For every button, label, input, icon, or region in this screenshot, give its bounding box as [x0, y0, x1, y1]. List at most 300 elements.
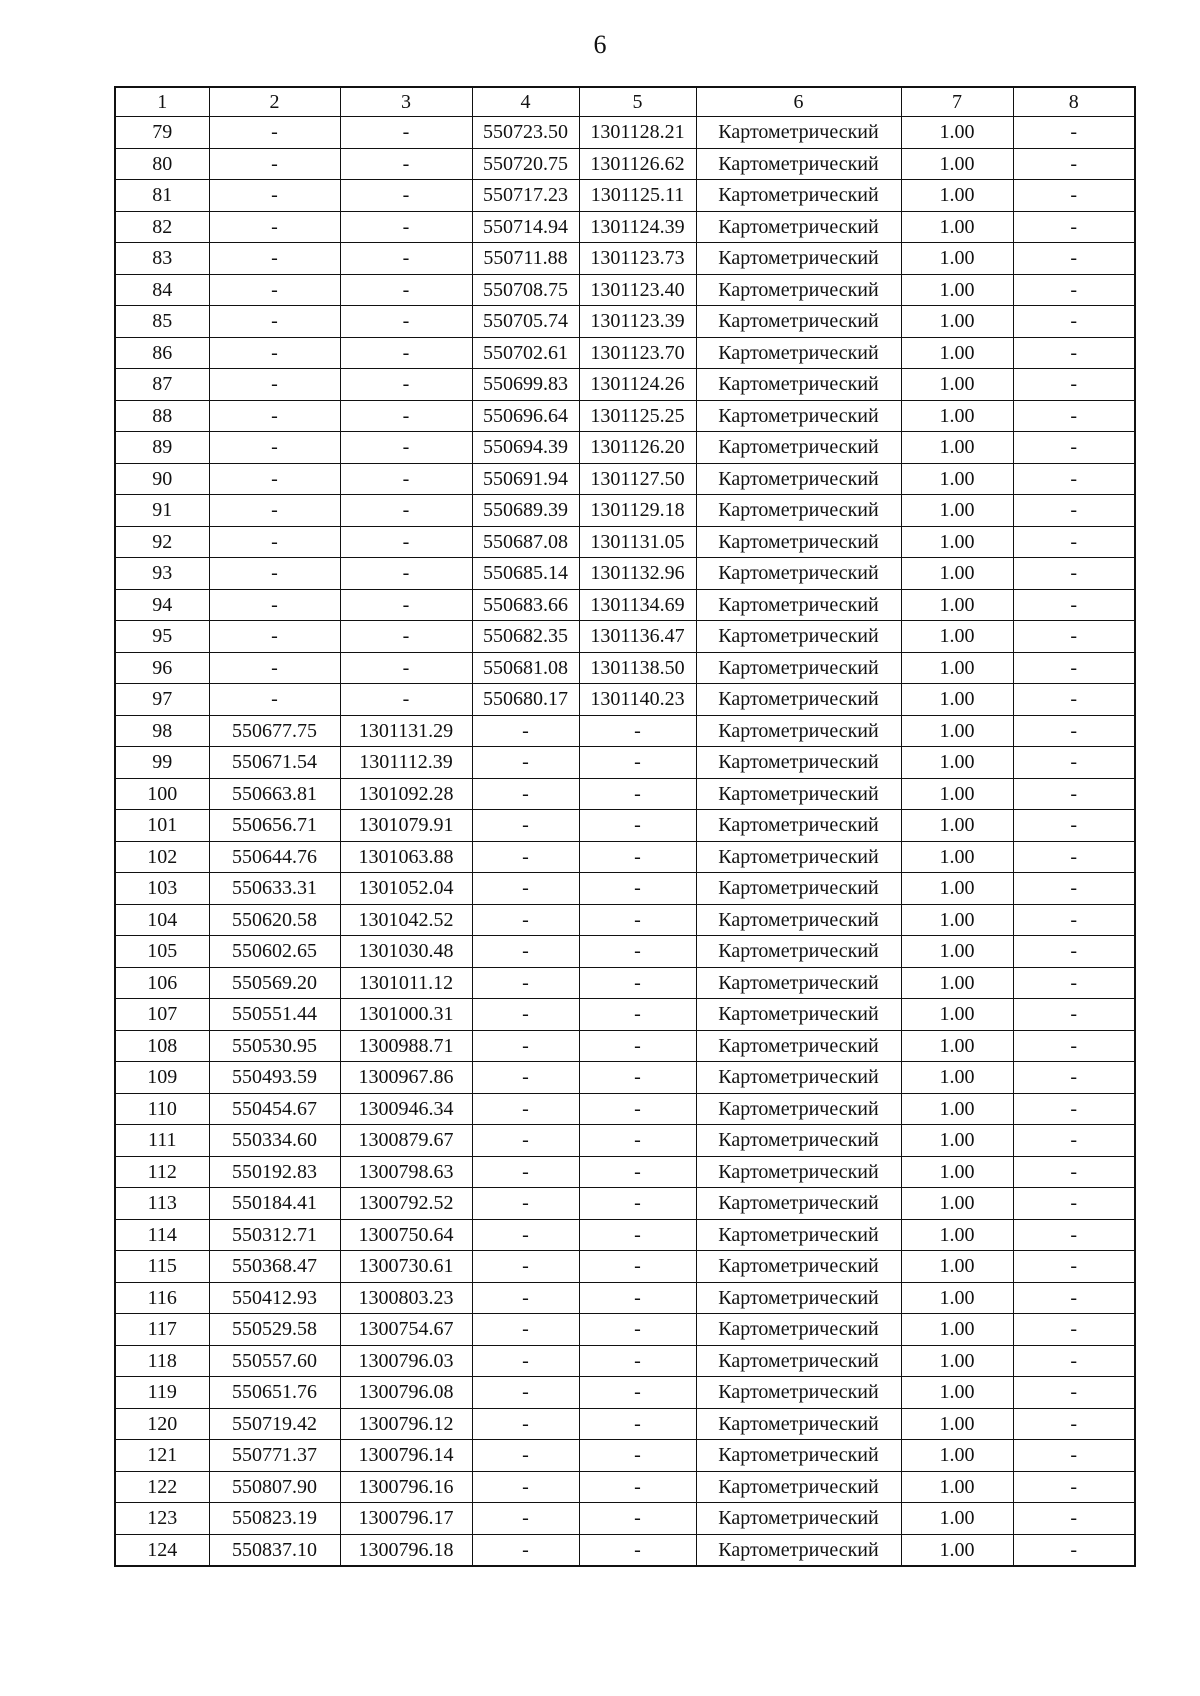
cell-x-new: -: [472, 999, 579, 1031]
table-row: [115, 1377, 1135, 1409]
column-header-3: 3: [340, 87, 472, 117]
cell-y-new: -: [579, 1093, 696, 1125]
cell-accuracy: 1.00: [901, 117, 1013, 149]
table-row: [115, 589, 1135, 621]
cell-x-existing: 550677.75: [209, 715, 340, 747]
cell-x-new: -: [472, 715, 579, 747]
cell-x-new: 550696.64: [472, 400, 579, 432]
cell-description: -: [1013, 1188, 1135, 1220]
table-row: [115, 1471, 1135, 1503]
table-row: [115, 747, 1135, 779]
cell-y-new: -: [579, 1251, 696, 1283]
cell-method: Картометрический: [696, 117, 901, 149]
cell-point-number: 97: [115, 684, 209, 716]
table-row: [115, 495, 1135, 527]
cell-method: Картометрический: [696, 810, 901, 842]
cell-accuracy: 1.00: [901, 967, 1013, 999]
cell-y-existing: -: [340, 684, 472, 716]
cell-x-new: 550723.50: [472, 117, 579, 149]
cell-y-existing: 1300754.67: [340, 1314, 472, 1346]
cell-description: -: [1013, 463, 1135, 495]
cell-description: -: [1013, 1062, 1135, 1094]
cell-x-existing: 550569.20: [209, 967, 340, 999]
table-row: [115, 1030, 1135, 1062]
cell-x-new: -: [472, 1251, 579, 1283]
cell-x-new: 550694.39: [472, 432, 579, 464]
cell-x-existing: 550771.37: [209, 1440, 340, 1472]
table-row: [115, 1314, 1135, 1346]
cell-y-new: -: [579, 1282, 696, 1314]
cell-point-number: 81: [115, 180, 209, 212]
cell-method: Картометрический: [696, 904, 901, 936]
cell-y-new: 1301140.23: [579, 684, 696, 716]
cell-method: Картометрический: [696, 1471, 901, 1503]
cell-description: -: [1013, 684, 1135, 716]
cell-x-new: 550717.23: [472, 180, 579, 212]
cell-point-number: 86: [115, 337, 209, 369]
table-row: [115, 778, 1135, 810]
table-row: [115, 337, 1135, 369]
cell-y-new: -: [579, 841, 696, 873]
column-header-7: 7: [901, 87, 1013, 117]
cell-y-new: -: [579, 1471, 696, 1503]
cell-x-new: -: [472, 873, 579, 905]
cell-y-new: 1301125.11: [579, 180, 696, 212]
cell-description: -: [1013, 652, 1135, 684]
cell-accuracy: 1.00: [901, 148, 1013, 180]
cell-method: Картометрический: [696, 558, 901, 590]
cell-x-existing: -: [209, 463, 340, 495]
column-header-8: 8: [1013, 87, 1135, 117]
cell-x-new: -: [472, 1377, 579, 1409]
cell-y-existing: -: [340, 526, 472, 558]
cell-point-number: 124: [115, 1534, 209, 1566]
cell-accuracy: 1.00: [901, 715, 1013, 747]
cell-x-existing: -: [209, 526, 340, 558]
cell-accuracy: 1.00: [901, 526, 1013, 558]
table-row: [115, 652, 1135, 684]
cell-accuracy: 1.00: [901, 1188, 1013, 1220]
cell-description: -: [1013, 1282, 1135, 1314]
cell-y-existing: 1300798.63: [340, 1156, 472, 1188]
cell-accuracy: 1.00: [901, 684, 1013, 716]
cell-x-existing: 550334.60: [209, 1125, 340, 1157]
cell-method: Картометрический: [696, 1188, 901, 1220]
cell-point-number: 110: [115, 1093, 209, 1125]
cell-y-existing: -: [340, 589, 472, 621]
cell-method: Картометрический: [696, 463, 901, 495]
cell-x-existing: -: [209, 180, 340, 212]
cell-description: -: [1013, 1534, 1135, 1566]
cell-accuracy: 1.00: [901, 1219, 1013, 1251]
table-row: [115, 180, 1135, 212]
table-row: [115, 558, 1135, 590]
cell-y-new: 1301126.62: [579, 148, 696, 180]
table-row: [115, 117, 1135, 149]
cell-description: -: [1013, 747, 1135, 779]
cell-x-new: 550720.75: [472, 148, 579, 180]
cell-point-number: 107: [115, 999, 209, 1031]
cell-y-existing: -: [340, 558, 472, 590]
table-row: [115, 967, 1135, 999]
cell-point-number: 102: [115, 841, 209, 873]
cell-x-existing: 550620.58: [209, 904, 340, 936]
cell-point-number: 103: [115, 873, 209, 905]
cell-y-existing: -: [340, 369, 472, 401]
table-row: [115, 400, 1135, 432]
cell-description: -: [1013, 243, 1135, 275]
table-row: [115, 1408, 1135, 1440]
cell-y-existing: -: [340, 148, 472, 180]
cell-point-number: 105: [115, 936, 209, 968]
cell-description: -: [1013, 1219, 1135, 1251]
cell-x-new: 550681.08: [472, 652, 579, 684]
cell-accuracy: 1.00: [901, 463, 1013, 495]
cell-accuracy: 1.00: [901, 747, 1013, 779]
cell-method: Картометрический: [696, 337, 901, 369]
cell-y-new: 1301124.26: [579, 369, 696, 401]
table-row: [115, 904, 1135, 936]
cell-y-existing: 1300796.17: [340, 1503, 472, 1535]
table-row: [115, 1345, 1135, 1377]
cell-x-new: -: [472, 1219, 579, 1251]
cell-accuracy: 1.00: [901, 1314, 1013, 1346]
table-row: [115, 1282, 1135, 1314]
cell-x-existing: 550551.44: [209, 999, 340, 1031]
cell-point-number: 84: [115, 274, 209, 306]
cell-x-existing: 550312.71: [209, 1219, 340, 1251]
cell-x-existing: 550529.58: [209, 1314, 340, 1346]
cell-x-existing: -: [209, 337, 340, 369]
cell-y-existing: 1300796.14: [340, 1440, 472, 1472]
cell-y-existing: 1300879.67: [340, 1125, 472, 1157]
cell-method: Картометрический: [696, 589, 901, 621]
cell-description: -: [1013, 1377, 1135, 1409]
cell-x-new: -: [472, 1440, 579, 1472]
cell-x-existing: 550663.81: [209, 778, 340, 810]
cell-y-existing: 1300792.52: [340, 1188, 472, 1220]
cell-point-number: 94: [115, 589, 209, 621]
cell-x-new: 550699.83: [472, 369, 579, 401]
cell-x-new: -: [472, 810, 579, 842]
cell-x-new: -: [472, 1125, 579, 1157]
cell-accuracy: 1.00: [901, 1156, 1013, 1188]
cell-x-existing: 550602.65: [209, 936, 340, 968]
cell-method: Картометрический: [696, 1156, 901, 1188]
cell-description: -: [1013, 967, 1135, 999]
cell-y-new: -: [579, 1156, 696, 1188]
cell-accuracy: 1.00: [901, 1534, 1013, 1566]
cell-accuracy: 1.00: [901, 1440, 1013, 1472]
cell-x-new: 550691.94: [472, 463, 579, 495]
cell-x-existing: 550807.90: [209, 1471, 340, 1503]
table-row: [115, 684, 1135, 716]
page-number: 6: [593, 30, 607, 59]
cell-point-number: 101: [115, 810, 209, 842]
cell-method: Картометрический: [696, 148, 901, 180]
table-row: [115, 1219, 1135, 1251]
cell-y-existing: 1300796.08: [340, 1377, 472, 1409]
cell-accuracy: 1.00: [901, 243, 1013, 275]
table-row: [115, 211, 1135, 243]
cell-point-number: 122: [115, 1471, 209, 1503]
cell-accuracy: 1.00: [901, 369, 1013, 401]
cell-y-existing: -: [340, 274, 472, 306]
cell-description: -: [1013, 904, 1135, 936]
cell-point-number: 113: [115, 1188, 209, 1220]
cell-y-new: 1301134.69: [579, 589, 696, 621]
cell-x-existing: -: [209, 684, 340, 716]
cell-y-existing: 1301042.52: [340, 904, 472, 936]
cell-accuracy: 1.00: [901, 1062, 1013, 1094]
cell-description: -: [1013, 337, 1135, 369]
cell-x-existing: -: [209, 117, 340, 149]
cell-x-existing: -: [209, 400, 340, 432]
cell-y-existing: 1301000.31: [340, 999, 472, 1031]
cell-description: -: [1013, 400, 1135, 432]
cell-x-existing: -: [209, 306, 340, 338]
table-row: [115, 526, 1135, 558]
cell-x-new: 550689.39: [472, 495, 579, 527]
cell-description: -: [1013, 1440, 1135, 1472]
cell-point-number: 108: [115, 1030, 209, 1062]
cell-accuracy: 1.00: [901, 1408, 1013, 1440]
cell-description: -: [1013, 495, 1135, 527]
cell-x-existing: 550412.93: [209, 1282, 340, 1314]
cell-point-number: 100: [115, 778, 209, 810]
cell-point-number: 117: [115, 1314, 209, 1346]
cell-y-new: -: [579, 1377, 696, 1409]
cell-description: -: [1013, 306, 1135, 338]
cell-y-new: -: [579, 873, 696, 905]
cell-y-new: -: [579, 778, 696, 810]
table-row: [115, 873, 1135, 905]
cell-x-existing: 550493.59: [209, 1062, 340, 1094]
column-header-2: 2: [209, 87, 340, 117]
cell-accuracy: 1.00: [901, 936, 1013, 968]
cell-accuracy: 1.00: [901, 1030, 1013, 1062]
cell-x-new: 550714.94: [472, 211, 579, 243]
cell-y-new: 1301123.39: [579, 306, 696, 338]
cell-description: -: [1013, 1030, 1135, 1062]
cell-y-new: -: [579, 1440, 696, 1472]
cell-accuracy: 1.00: [901, 999, 1013, 1031]
cell-y-existing: -: [340, 463, 472, 495]
cell-x-existing: -: [209, 621, 340, 653]
column-header-4: 4: [472, 87, 579, 117]
cell-x-existing: -: [209, 274, 340, 306]
cell-point-number: 116: [115, 1282, 209, 1314]
cell-point-number: 118: [115, 1345, 209, 1377]
cell-x-new: -: [472, 1534, 579, 1566]
cell-x-existing: 550454.67: [209, 1093, 340, 1125]
cell-description: -: [1013, 1093, 1135, 1125]
cell-y-existing: -: [340, 243, 472, 275]
cell-y-existing: -: [340, 306, 472, 338]
cell-y-new: 1301123.73: [579, 243, 696, 275]
cell-x-new: -: [472, 1093, 579, 1125]
cell-point-number: 80: [115, 148, 209, 180]
cell-description: -: [1013, 211, 1135, 243]
cell-accuracy: 1.00: [901, 180, 1013, 212]
cell-x-existing: 550530.95: [209, 1030, 340, 1062]
cell-y-existing: 1300946.34: [340, 1093, 472, 1125]
cell-accuracy: 1.00: [901, 1377, 1013, 1409]
cell-method: Картометрический: [696, 1314, 901, 1346]
cell-point-number: 98: [115, 715, 209, 747]
cell-description: -: [1013, 1125, 1135, 1157]
cell-point-number: 96: [115, 652, 209, 684]
table-body: [115, 117, 1135, 1567]
cell-x-new: 550702.61: [472, 337, 579, 369]
cell-x-existing: 550823.19: [209, 1503, 340, 1535]
cell-method: Картометрический: [696, 180, 901, 212]
cell-accuracy: 1.00: [901, 211, 1013, 243]
cell-y-existing: 1301112.39: [340, 747, 472, 779]
cell-y-new: -: [579, 810, 696, 842]
table-row: [115, 1440, 1135, 1472]
cell-y-new: -: [579, 1345, 696, 1377]
cell-description: -: [1013, 274, 1135, 306]
table-row: [115, 1062, 1135, 1094]
cell-x-existing: 550837.10: [209, 1534, 340, 1566]
cell-accuracy: 1.00: [901, 337, 1013, 369]
cell-description: -: [1013, 873, 1135, 905]
cell-y-existing: 1301052.04: [340, 873, 472, 905]
table-row: [115, 243, 1135, 275]
cell-method: Картометрический: [696, 1062, 901, 1094]
cell-method: Картометрический: [696, 243, 901, 275]
cell-point-number: 88: [115, 400, 209, 432]
cell-accuracy: 1.00: [901, 1125, 1013, 1157]
cell-description: -: [1013, 180, 1135, 212]
cell-y-existing: -: [340, 432, 472, 464]
cell-y-existing: 1301030.48: [340, 936, 472, 968]
cell-description: -: [1013, 778, 1135, 810]
cell-description: -: [1013, 117, 1135, 149]
cell-point-number: 99: [115, 747, 209, 779]
cell-accuracy: 1.00: [901, 589, 1013, 621]
column-header-5: 5: [579, 87, 696, 117]
cell-y-existing: 1301092.28: [340, 778, 472, 810]
cell-accuracy: 1.00: [901, 904, 1013, 936]
cell-x-existing: -: [209, 652, 340, 684]
cell-point-number: 109: [115, 1062, 209, 1094]
table-row: [115, 1503, 1135, 1535]
cell-method: Картометрический: [696, 1440, 901, 1472]
cell-x-new: 550687.08: [472, 526, 579, 558]
cell-x-new: -: [472, 936, 579, 968]
table-row: [115, 1125, 1135, 1157]
cell-y-existing: 1300803.23: [340, 1282, 472, 1314]
cell-accuracy: 1.00: [901, 778, 1013, 810]
cell-x-new: -: [472, 778, 579, 810]
cell-y-new: 1301131.05: [579, 526, 696, 558]
table-row: [115, 274, 1135, 306]
cell-method: Картометрический: [696, 1030, 901, 1062]
cell-x-new: -: [472, 1062, 579, 1094]
cell-point-number: 123: [115, 1503, 209, 1535]
cell-x-existing: -: [209, 148, 340, 180]
cell-point-number: 83: [115, 243, 209, 275]
cell-method: Картометрический: [696, 652, 901, 684]
cell-description: -: [1013, 1503, 1135, 1535]
cell-y-existing: 1300796.16: [340, 1471, 472, 1503]
cell-x-new: 550705.74: [472, 306, 579, 338]
cell-x-existing: 550633.31: [209, 873, 340, 905]
table-row: [115, 1093, 1135, 1125]
cell-y-new: -: [579, 1408, 696, 1440]
cell-description: -: [1013, 841, 1135, 873]
cell-method: Картометрический: [696, 495, 901, 527]
cell-method: Картометрический: [696, 274, 901, 306]
cell-description: -: [1013, 148, 1135, 180]
cell-accuracy: 1.00: [901, 400, 1013, 432]
cell-x-new: -: [472, 841, 579, 873]
cell-method: Картометрический: [696, 1282, 901, 1314]
cell-y-new: -: [579, 1219, 696, 1251]
cell-description: -: [1013, 1156, 1135, 1188]
cell-x-new: -: [472, 1282, 579, 1314]
cell-accuracy: 1.00: [901, 306, 1013, 338]
coordinates-table: [114, 86, 1136, 1567]
cell-y-new: -: [579, 904, 696, 936]
cell-point-number: 119: [115, 1377, 209, 1409]
cell-y-new: -: [579, 715, 696, 747]
cell-x-existing: 550656.71: [209, 810, 340, 842]
cell-x-existing: -: [209, 495, 340, 527]
cell-accuracy: 1.00: [901, 558, 1013, 590]
cell-point-number: 85: [115, 306, 209, 338]
cell-point-number: 112: [115, 1156, 209, 1188]
cell-x-new: -: [472, 1471, 579, 1503]
cell-method: Картометрический: [696, 1377, 901, 1409]
table-row: [115, 1251, 1135, 1283]
cell-y-new: 1301127.50: [579, 463, 696, 495]
cell-description: -: [1013, 999, 1135, 1031]
cell-method: Картометрический: [696, 1093, 901, 1125]
cell-point-number: 90: [115, 463, 209, 495]
cell-y-new: 1301123.70: [579, 337, 696, 369]
cell-x-existing: 550644.76: [209, 841, 340, 873]
cell-y-existing: 1300796.18: [340, 1534, 472, 1566]
cell-y-existing: -: [340, 117, 472, 149]
cell-y-new: -: [579, 936, 696, 968]
cell-method: Картометрический: [696, 999, 901, 1031]
cell-x-new: -: [472, 1503, 579, 1535]
cell-y-existing: 1300796.03: [340, 1345, 472, 1377]
cell-method: Картометрический: [696, 211, 901, 243]
cell-method: Картометрический: [696, 873, 901, 905]
cell-y-new: 1301123.40: [579, 274, 696, 306]
cell-y-existing: -: [340, 495, 472, 527]
cell-x-new: -: [472, 1408, 579, 1440]
cell-y-new: -: [579, 747, 696, 779]
cell-x-new: 550683.66: [472, 589, 579, 621]
cell-x-existing: 550671.54: [209, 747, 340, 779]
cell-x-existing: 550651.76: [209, 1377, 340, 1409]
cell-y-existing: 1301063.88: [340, 841, 472, 873]
cell-description: -: [1013, 558, 1135, 590]
cell-description: -: [1013, 810, 1135, 842]
cell-y-existing: 1300750.64: [340, 1219, 472, 1251]
cell-description: -: [1013, 589, 1135, 621]
cell-method: Картометрический: [696, 1503, 901, 1535]
table-row: [115, 810, 1135, 842]
cell-x-existing: 550192.83: [209, 1156, 340, 1188]
cell-x-new: 550682.35: [472, 621, 579, 653]
cell-x-new: -: [472, 904, 579, 936]
